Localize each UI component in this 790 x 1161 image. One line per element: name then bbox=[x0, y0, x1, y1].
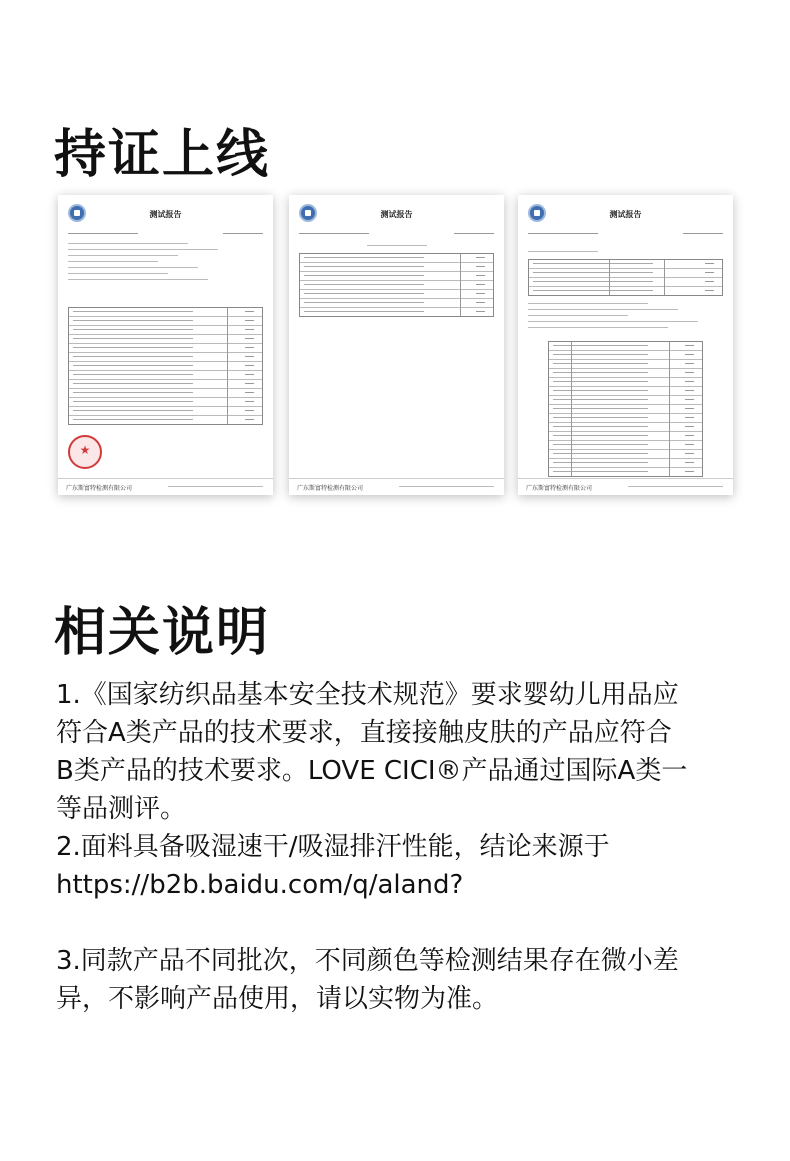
note-line: 异，不影响产品使用，请以实物为准。 bbox=[56, 984, 499, 1014]
report-table-summary bbox=[528, 259, 723, 296]
note-line: 3.同款产品不同批次，不同颜色等检测结果存在微小差 bbox=[56, 946, 679, 976]
report-footer-company: 广东斯富特检测有限公司 bbox=[66, 485, 133, 492]
test-report-1[interactable] bbox=[58, 195, 273, 495]
source-url: https://b2b.baidu.com/q/aland? bbox=[56, 870, 464, 900]
notes-body bbox=[56, 676, 756, 1018]
report-title: 测试报告 bbox=[380, 209, 413, 219]
note-line: 等品测评。 bbox=[56, 794, 187, 824]
test-report-2[interactable] bbox=[289, 195, 504, 495]
report-title: 测试报告 bbox=[609, 209, 642, 219]
report-footer-company: 广东斯富特检测有限公司 bbox=[526, 485, 593, 492]
note-line: B类产品的技术要求。LOVE CICI®产品通过国际A类一 bbox=[56, 756, 688, 786]
report-table bbox=[299, 253, 494, 317]
note-line: 2.面料具备吸湿速干/吸湿排汗性能，结论来源于 bbox=[56, 832, 610, 862]
test-report-gallery bbox=[0, 195, 790, 505]
section-title-certified: 持证上线 bbox=[54, 125, 271, 185]
section-title-notes: 相关说明 bbox=[54, 603, 271, 663]
note-line: 1.《国家纺织品基本安全技术规范》要求婴幼儿用品应 bbox=[56, 680, 679, 710]
note-line: 符合A类产品的技术要求，直接接触皮肤的产品应符合 bbox=[56, 718, 672, 748]
report-footer-company: 广东斯富特检测有限公司 bbox=[297, 485, 364, 492]
red-seal-stamp-icon bbox=[68, 435, 102, 469]
report-table bbox=[68, 307, 263, 425]
test-report-3[interactable] bbox=[518, 195, 733, 495]
report-title: 测试报告 bbox=[149, 209, 182, 219]
report-table-detail bbox=[548, 341, 703, 477]
